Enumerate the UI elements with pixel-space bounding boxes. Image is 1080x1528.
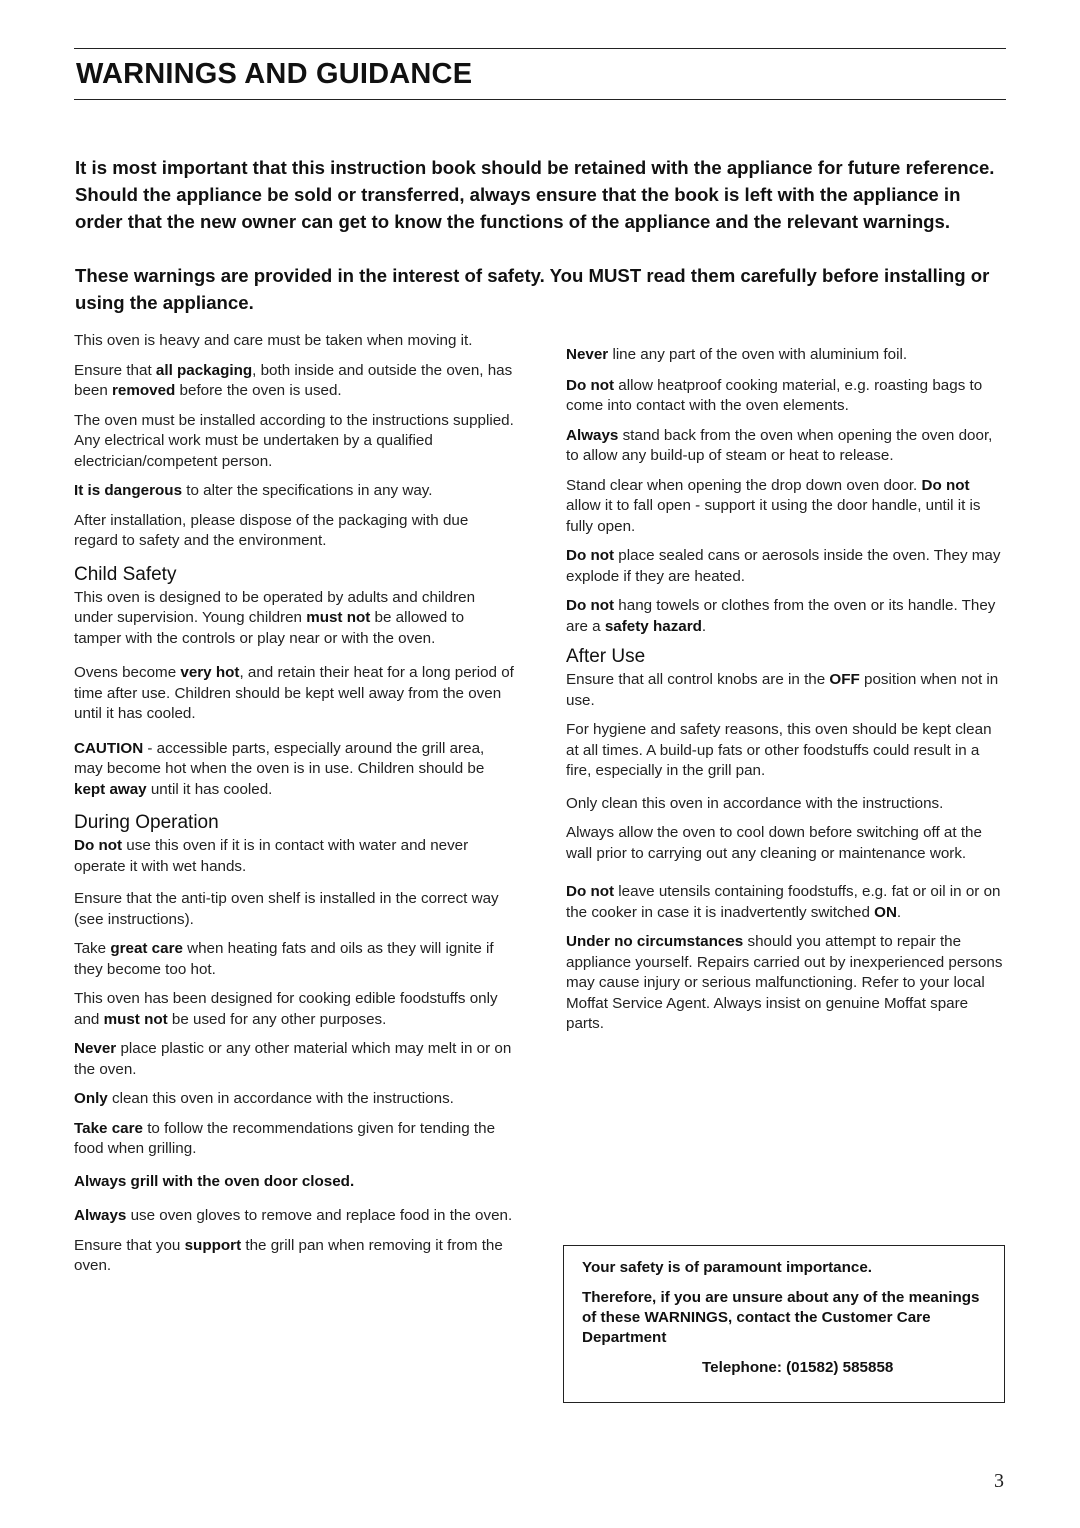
- paragraph-drop-down-door: Stand clear when opening the drop down oven door. Do not allow it to fall open - support it using the door handle, until it is fully open.: [566, 476, 981, 535]
- page-title: WARNINGS AND GUIDANCE: [76, 58, 473, 90]
- paragraph-only-clean: Only clean this oven in accordance with the instructions.: [74, 1090, 454, 1107]
- paragraph-door-closed: Always grill with the oven door closed.: [74, 1172, 355, 1190]
- paragraph-control-knobs: Ensure that all control knobs are in the OFF position when not in use.: [566, 671, 999, 709]
- paragraph-towels: Do not hang towels or clothes from the oven or its handle. They are a safety hazard.: [566, 597, 996, 635]
- customer-care-notice: [563, 1245, 1005, 1403]
- paragraph-cool-down: Always allow the oven to cool down before switching off at the wall prior to carrying out any cleaning or maintenance work.: [566, 824, 982, 862]
- paragraph-hygiene: For hygiene and safety reasons, this oven should be kept clean at all times. A build-up fats or other foodstuffs could result in a fire, especially in the grill pan.: [566, 721, 992, 779]
- paragraph-packaging: Ensure that all packaging, both inside and outside the oven, has been removed before the oven is used.: [74, 361, 513, 399]
- heading-child-safety: Child Safety: [74, 563, 177, 585]
- paragraph-oven-gloves: Always use oven gloves to remove and replace food in the oven.: [74, 1207, 513, 1224]
- paragraph-dangerous: It is dangerous to alter the specifications in any way.: [74, 482, 433, 499]
- paragraph-anti-tip-shelf: Ensure that the anti-tip oven shelf is installed in the correct way (see instructions).: [74, 890, 499, 928]
- right-column: [566, 345, 1008, 1044]
- left-column: [74, 331, 514, 1286]
- paragraph-plastic: Never place plastic or any other material which may melt in or on the oven.: [74, 1040, 512, 1078]
- paragraph-dispose-packaging: After installation, please dispose of the packaging with due regard to safety and the environment.: [74, 511, 469, 549]
- paragraph-roasting-bags: Do not allow heatproof cooking material, e.g. roasting bags to come into contact with the oven elements.: [566, 376, 983, 414]
- paragraph-utensils: Do not leave utensils containing foodstuffs, e.g. fat or oil in or on the cooker in case it is inadvertently switched ON.: [566, 883, 1001, 921]
- paragraph-supervision: This oven is designed to be operated by adults and children under supervision. Young children must not be allowed to tamper with the controls or play near or with the oven.: [74, 588, 476, 647]
- paragraph-water-hands: Do not use this oven if it is in contact with water and never operate it with wet hands.: [74, 837, 469, 875]
- paragraph-clean-instructions: Only clean this oven in accordance with the instructions.: [566, 794, 944, 812]
- paragraph-very-hot: Ovens become very hot, and retain their heat for a long period of time after use. Children should be kept well away from the oven until it has cooled.: [74, 664, 514, 722]
- paragraph-repairs: Under no circumstances should you attempt to repair the appliance yourself. Repairs carried out by inexperienced persons may cause injury or serious malfunctioning. Refer to your local Moffat Service Agent. Always insist on genuine Moffat spare parts.: [566, 933, 1003, 1032]
- paragraph-aluminium-foil: Never line any part of the oven with aluminium foil.: [566, 346, 908, 363]
- page-number: 3: [994, 1470, 1004, 1492]
- paragraph-sealed-cans: Do not place sealed cans or aerosols inside the oven. They may explode if they are heated.: [566, 547, 1001, 585]
- notice-contact-line: Therefore, if you are unsure about any of the meanings of these WARNINGS, contact the Customer Care Department: [582, 1289, 980, 1346]
- paragraph-stand-back: Always stand back from the oven when opening the oven door, to allow any build-up of steam or heat to release.: [566, 426, 993, 464]
- paragraph-installation: The oven must be installed according to the instructions supplied. Any electrical work must be undertaken by a qualified electrician/competent person.: [74, 411, 514, 470]
- paragraph-caution: CAUTION - accessible parts, especially around the grill area, may become hot when the oven is in use. Children should be kept away until it has cooled.: [74, 739, 485, 798]
- heading-during-operation: During Operation: [74, 812, 219, 833]
- paragraph-heavy-oven: This oven is heavy and care must be taken when moving it.: [74, 332, 473, 349]
- paragraph-edible-foodstuffs: This oven has been designed for cooking edible foodstuffs only and must not be used for any other purposes.: [74, 990, 498, 1028]
- notice-safety-line: Your safety is of paramount importance.: [582, 1259, 873, 1276]
- title-underline: [74, 99, 1006, 100]
- paragraph-grill-pan: Ensure that you support the grill pan when removing it from the oven.: [74, 1236, 503, 1274]
- intro-paragraph-retain-book: It is most important that this instruction book should be retained with the appliance for future reference. Should the appliance be sold or transferred, always ensure that the book is left with the appliance in order that the new owner can get to know the functions of the appliance and the relevant warnings.: [75, 157, 995, 232]
- heading-after-use: After Use: [566, 646, 646, 667]
- paragraph-grilling: Take care to follow the recommendations given for tending the food when grilling.: [74, 1119, 496, 1157]
- intro-paragraph-read-warnings: These warnings are provided in the interest of safety. You MUST read them carefully before installing or using the appliance.: [75, 265, 990, 313]
- notice-telephone: Telephone: (01582) 585858: [702, 1359, 894, 1376]
- top-rule: [74, 48, 1006, 49]
- paragraph-fats-oils: Take great care when heating fats and oils as they will ignite if they become too hot.: [74, 940, 494, 978]
